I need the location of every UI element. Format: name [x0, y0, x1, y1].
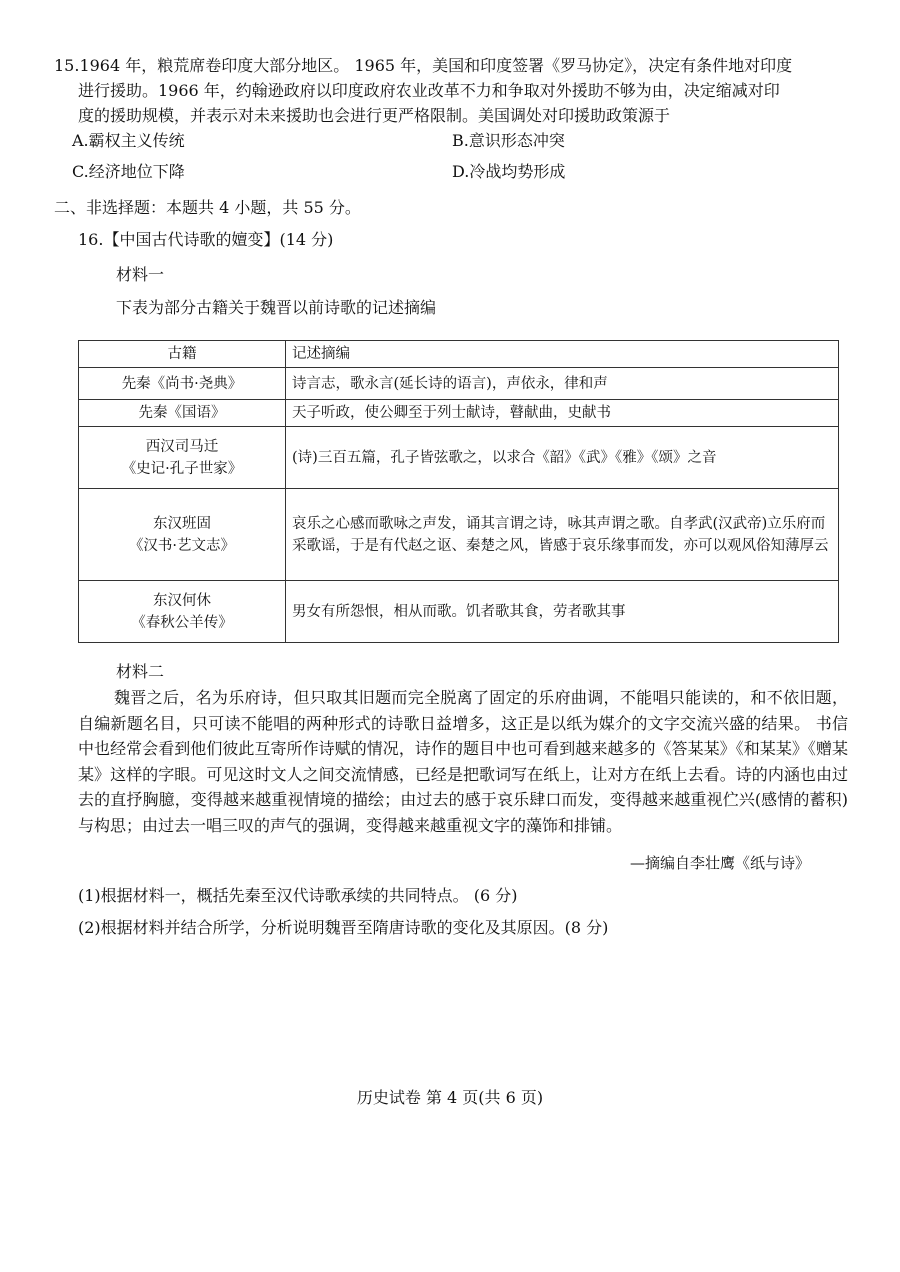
question-15-line-2: 进行援助。1966 年，约翰逊政府以印度政府农业改革不力和争取对外援助不够为由，决定缩减对印: [78, 81, 780, 100]
table-row: [79, 489, 839, 581]
row-source-line: 《春秋公羊传》: [131, 614, 233, 631]
row-source-line: 东汉何休: [153, 592, 211, 609]
section-heading: 二、非选择题：本题共 4 小题，共 55 分。: [54, 198, 361, 217]
row-source-line: 《汉书·艺文志》: [128, 537, 236, 554]
row-source-line: 《史记·孔子世家》: [121, 460, 243, 477]
material-1-label: 材料一: [116, 265, 165, 284]
material-2-source: —摘编自李壮鹰《纸与诗》: [629, 854, 810, 872]
option-a: A.霸权主义传统: [72, 131, 185, 150]
row-source: [79, 427, 286, 489]
option-b: B.意识形态冲突: [452, 131, 565, 150]
option-c: C.经济地位下降: [72, 162, 185, 181]
table-row: [79, 400, 839, 427]
row-source: [79, 400, 286, 427]
row-source: [79, 368, 286, 400]
sub-question-2: (2)根据材料并结合所学，分析说明魏晋至隋唐诗歌的变化及其原因。(8 分): [78, 918, 609, 937]
sub-question-1: (1)根据材料一，概括先秦至汉代诗歌承续的共同特点。 (6 分): [78, 886, 518, 905]
row-text: 哀乐之心感而歌咏之声发，诵其言谓之诗，咏其声谓之歌。自孝武(汉武帝)立乐府而采歌谣，于是有代赵之讴、秦楚之风，皆感于哀乐缘事而发，亦可以观风俗知薄厚云: [286, 489, 839, 581]
table-row: [79, 368, 839, 400]
material-2-paragraph: 魏晋之后，名为乐府诗，但只取其旧题而完全脱离了固定的乐府曲调，不能唱只能读的，和不依旧题，自编新题名目，只可读不能唱的两种形式的诗歌日益增多，这正是以纸为媒介的文字交流兴盛的结果。 书信中也经常会看到他们彼此互寄所作诗赋的情况，诗作的题目中也可看到越来越多的《答某某》《和某某》《赠某某》这样的字眼。可见这时文人之间交流情感，已经是把歌词写在纸上，让对方在纸上去看。诗的内涵也由过去的直抒胸臆，变得越来越重视情境的描绘；由过去的感于哀乐肆口而发，变得越来越重视伫兴(感情的蓄积)与构思；由过去一唱三叹的声气的强调，变得越来越重视文字的藻饰和排铺。: [78, 688, 848, 835]
page-footer: 历史试卷 第 4 页(共 6 页): [356, 1088, 544, 1107]
question-15-line-1: 15.1964 年，粮荒席卷印度大部分地区。 1965 年，美国和印度签署《罗马协定》，决定有条件地对印度: [54, 56, 793, 75]
question-16-title: 16.【中国古代诗歌的嬗变】(14 分): [78, 230, 334, 249]
row-text: (诗)三百五篇，孔子皆弦歌之，以求合《韶》《武》《雅》《颂》之音: [286, 427, 839, 489]
header-source: 古籍: [79, 341, 286, 368]
row-source: [79, 489, 286, 581]
table-row: [79, 581, 839, 643]
material-1-intro: 下表为部分古籍关于魏晋以前诗歌的记述摘编: [116, 298, 437, 317]
row-text: 诗言志，歌永言(延长诗的语言)，声依永，律和声: [286, 368, 839, 400]
option-d: D.冷战均势形成: [452, 162, 566, 181]
row-text: 男女有所怨恨，相从而歌。饥者歌其食，劳者歌其事: [286, 581, 839, 643]
question-15-line-3: 度的援助规模，并表示对未来援助也会进行更严格限制。美国调处对印援助政策源于: [78, 106, 671, 125]
material-2-label: 材料二: [116, 662, 165, 681]
ancient-texts-table: [78, 340, 839, 643]
header-excerpt: 记述摘编: [286, 341, 839, 368]
table-header-row: [79, 341, 839, 368]
row-source-line: 先秦《尚书·尧典》: [121, 375, 243, 392]
table-row: [79, 427, 839, 489]
row-source: [79, 581, 286, 643]
row-source-line: 先秦《国语》: [138, 405, 226, 421]
row-source-line: 东汉班固: [153, 515, 211, 532]
row-text: 天子听政，使公卿至于列士献诗，瞽献曲，史献书: [286, 400, 839, 427]
row-source-line: 西汉司马迁: [145, 438, 219, 455]
